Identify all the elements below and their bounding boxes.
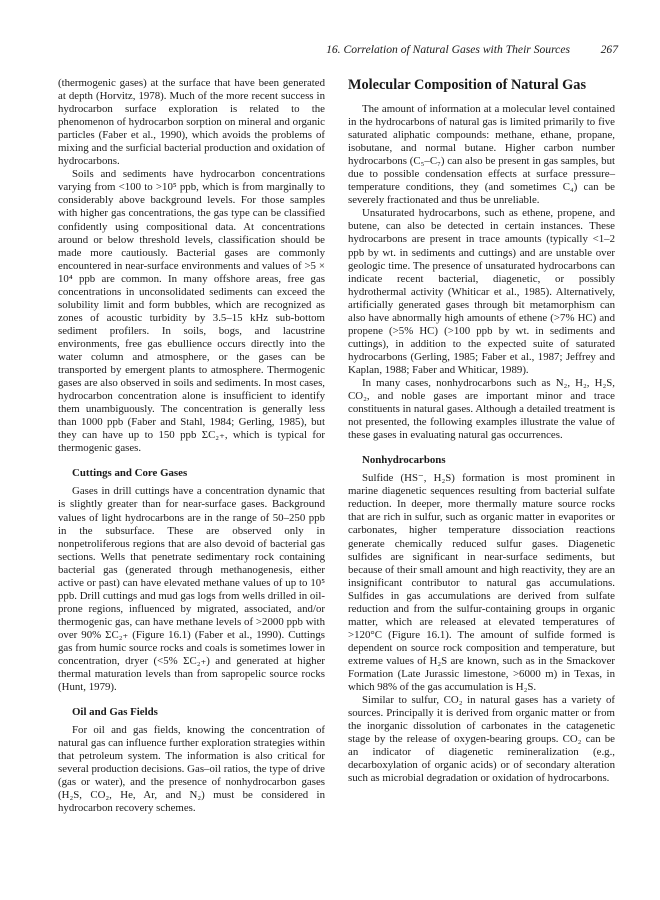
running-head: 16. Correlation of Natural Gases with Their Sources xyxy=(326,43,570,56)
right-column xyxy=(348,77,615,785)
section-title: Molecular Composition of Natural Gas xyxy=(348,77,587,93)
paragraph: The amount of information at a molecular level contained in the hydrocarbons of natural gas is limited primarily to five saturated aliphatic compounds: methane, ethane, propane, isobutane, and normal butane. Higher carbon number hydrocarbons (C₅–C₇) can also be present in gas samples, but due to possible condensation effects at surface pressure–temperature conditions, they (and sometimes C₄) can be severely fractionated and thus be unreliable. xyxy=(348,103,615,207)
page-header xyxy=(58,43,618,59)
subsection-heading: Cuttings and Core Gases xyxy=(72,467,188,480)
left-column xyxy=(58,77,325,816)
subsection-heading: Nonhydrocarbons xyxy=(362,454,446,467)
paragraph: (thermogenic gases) at the surface that have been generated at depth (Horvitz, 1978). Much of the more recent success in hydrocarbon surface exploration is related to the phenomenon of hydrocarbon sorption on mineral and organic particles (Faber et al., 1990), which avoids the problems of mixing and the surficial bacterial production and oxidation of hydrocarbons. xyxy=(58,77,325,168)
paragraph: For oil and gas fields, knowing the concentration of natural gas can influence further exploration strategies within that petroleum system. The information is also critical for several production decisions. Gas–oil ratios, the type of drive (gas or water), and the presence of nonhydrocarbon gases (H₂S, CO₂, He, Ar, and N₂) must be considered in hydrocarbon recovery schemes. xyxy=(58,724,325,815)
page-number: 267 xyxy=(600,43,618,56)
paragraph: Unsaturated hydrocarbons, such as ethene, propene, and butene, can also be detected in certain instances. These hydrocarbons are present in trace amounts (typically <1–2 ppb by wt. in sediments and cuttings) and are unstable over geologic time. The presence of unsaturated hydrocarbons can indicate recent bacterial, diagenetic, or possibly hydrothermal activity (Whiticar et al., 1985). Alternatively, artificially generated gases through bit metamorphism can also have abnormally high amounts of ethene (>7% HC) and propene (>5% HC) (>100 ppb by wt. in sediments and cuttings), in addition to the expected suite of saturated hydrocarbons (Gerling, 1985; Faber et al., 1987; Jeffrey and Kaplan, 1988; Faber and Whiticar, 1989). xyxy=(348,207,615,376)
paragraph: Soils and sediments have hydrocarbon concentrations varying from <100 to >10⁵ ppb, which is from marginally to considerably above background levels. For those samples with higher gas concentrations, the gas type can be classified confidently using compositional data. At concentrations around or below threshold levels, classification should be made more cautiously. Bacterial gases are commonly encountered in near-surface environments and values of >5 × 10⁴ ppb are common. In many offshore areas, free gas concentrations in unconsolidated sediments can exceed the solubility limit and form bubbles, which are recognized as zones of acoustic turbidity by 3.5–15 kHz sub-bottom sediment profilers. In soils, bogs, and lacustrine environments, free gas ebullience occurs directly into the water column and atmosphere, or the gases can be transported by emergent plants to atmosphere. Thermogenic gases are also observed in soils and sediments. In most cases, hydrocarbon concentration alone is insufficient to identify them unambiguously. The concentration is generally less than 1000 ppb (Faber and Stahl, 1984; Gerling, 1985), but they can have up to 150 ppb ΣC₂₊, which is typical for thermogenic gases. xyxy=(58,168,325,455)
paragraph: Sulfide (HS⁻, H₂S) formation is most prominent in marine diagenetic sequences resulting from bacterial sulfate reduction. In deeper, more thermally mature source rocks that are rich in sulfur, such as organic matter in evaporites or carbonates, higher temperature dissociation reactions generate chemically reduced sulfur gases. Diagenetic sulfides are significant in near-surface sediments, but because of their small amount and high reactivity, they are an insignificant contributor to natural gas accumulations. Sulfides in gas accumulations are derived from sulfate reduction and from the sulfur-containing groups in organic matter, which are released at elevated temperatures of >120°C (Figure 16.1). The amount of sulfide formed is dependent on source rock composition and temperature, but extreme values of H₂S are known, such as in the Smackover Formation (Late Jurassic limestone, >6000 m) in Texas, in which 98% of the gas accumulation is H₂S. xyxy=(348,472,615,694)
subsection-heading: Oil and Gas Fields xyxy=(72,706,158,719)
paragraph: In many cases, nonhydrocarbons such as N₂, H₂, H₂S, CO₂, and noble gases are important minor and trace constituents in natural gases. Although a detailed treatment is not presented, the following examples illustrate the value of these gases in evaluating natural gas occurrences. xyxy=(348,376,615,442)
paragraph: Similar to sulfur, CO₂ in natural gases has a variety of sources. Principally it is derived from organic matter or from the inorganic dissolution of carbonates in the catagenetic stage by the release of oxygen-bearing groups. CO₂ can be an indicator of diagenetic remineralization (e.g., decarboxylation of organic acids) or of secondary alteration such as microbial degradation or oxidation of hydrocarbons. xyxy=(348,694,615,785)
paragraph: Gases in drill cuttings have a concentration dynamic that is slightly greater than for near-surface gases. Background values of light hydrocarbons are in the range of 50–250 ppb in the subsurface. These are observed only in nonpetroliferous regions that are also devoid of bacterial gas sections. Wells that penetrate sedimentary rock containing bacterial gas (generated through methanogenesis, either active or past) can have elevated methane values of up to 10⁵ ppb. Drill cuttings and mud gas logs from wells drilled in oil-prone regions, influenced by migrated, associated, and/or thermogenic gas, can have methane levels of >2000 ppb with over 90% ΣC₂₊ (Figure 16.1) (Faber et al., 1990). Cuttings gas from humic source rocks and coals is sometimes lower in concentration, dryer (<5% ΣC₂₊) and generated at higher thermal maturation levels than from sapropelic source rocks (Hunt, 1979). xyxy=(58,485,325,694)
